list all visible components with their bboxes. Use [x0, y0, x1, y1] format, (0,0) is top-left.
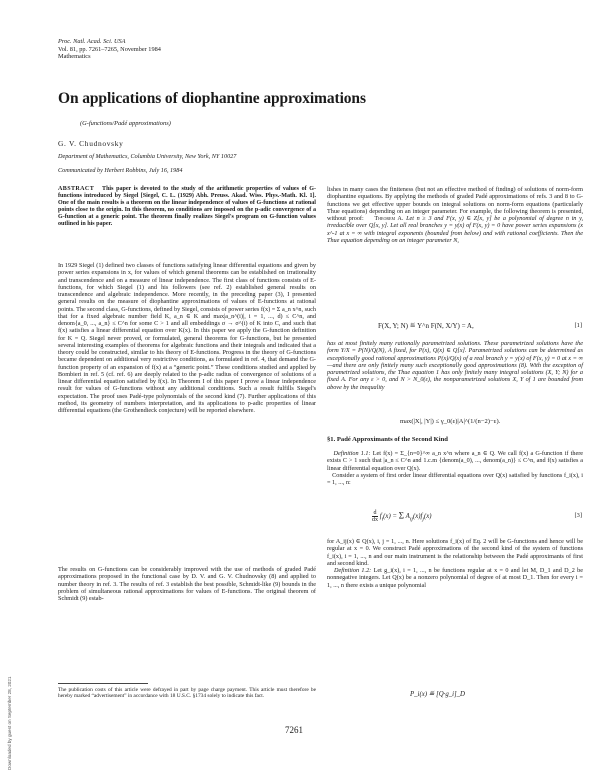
paper-title: On applications of diophantine approximations: [58, 90, 366, 107]
communicated-line: Communicated by Herbert Robbins, July 16, 1984: [58, 167, 183, 174]
abstract-text: This paper is devoted to the study of the arithmetic properties of values of G-functions introduced by Siegel [Siegel, C. L. (1929) Abh. Preuss. Akad. Wiss. Phys.-Math. Kl. 1]. One of the main results is a theorem on the linear independence of values of G-functions at rational points close to the origin. In this theorem, no conditions are imposed on the p-adic convergence of a G-function at a generic point. The theorem finally realizes Siegel's program on G-function values outlined in his paper.: [58, 186, 316, 228]
derivative-fraction: $\frac{d}{dx}$: [372, 510, 378, 524]
abstract-label: ABSTRACT: [58, 186, 95, 192]
author-name: G. V. Chudnovsky: [58, 139, 124, 148]
right-text-4: for A_ij(x) ∈ Q(x), i, j = 1, ..., n. Here solutions f_i(x) of Eq. 2 will be G-functions and hence will be regular at x = 0. We construct Padé approximations of the second kind of the system of functions f_i(x), i = 1, ..., n and our main instrument is the relationship between the Padé approximants of first and second kind.: [327, 538, 583, 567]
download-stamp: [4, 555, 12, 770]
page-number: 7261: [285, 725, 303, 735]
download-stamp-text: Downloaded by guest on September 28, 2021: [7, 676, 12, 770]
journal-header: [58, 38, 161, 61]
right-paragraph-1: [327, 186, 583, 244]
right-paragraph-2: has at most finitely many rationally parametrized solutions. These parametrized solutions have the form Y/X = P(N)/Q(N), A fixed, for P(x), Q(x) ∈ Q[x]. Parametrized solutions can be determined as exceptionally good rational approximations P(x)/Q(x) of a real branch y = y(x) of F(x, y) = 0 at x = ∞—and there are only finitely many such exceptionally good approximations (8). With the exception of parametrized solutions, the Thue equation 1 has only finitely many integral solutions (X, Y; N) for a fixed A. For any ε > 0, and N > N_0(ε), the nonparametrized solutions X, Y of 1 are bounded from above by the inequality: [327, 340, 583, 391]
paper-keywords: (G-functions/Padé approximations): [80, 120, 171, 127]
definition-1-text: Let f(x) = Σ_{n=0}^∞ a_n x^n where a_n ∈ Q. We call f(x) a G-function if there exists C > 1 such that |a_n ≤ C^n and 1.c.m {denom(a_0), ..., denom(a_n)} ≤ C^n, and f(x) satisfies a linear differential equation over Q(x).: [327, 450, 584, 472]
definition-2-label: Definition 1.2:: [334, 567, 372, 574]
equation-4: P_i(x) ≝ [Q·g_i]_D: [410, 691, 465, 698]
theorem-text: Let n ≥ 3 and F(x, y) ∈ Z[x, y] be a polynomial of degree n in y, irreducible over Q[x, y]. Let all real branches y = y(x) of F(x, y) = 0 have power series expansions (x x^-1 at x = ∞ with integral exponents (bounded from below) and with rational coefficients. Then the Thue equation depending on an integer parameter N,: [327, 215, 584, 244]
intro-paragraph: In 1929 Siegel (1) defined two classes of functions satisfying linear differential equations and given by power series expansions in x, for values of which general theorems can be established on irrationality and transcendence and on a measure of linear independence. The first class of functions consists of E-functions, for which Siegel (1) and his followers (see ref. 2) established general results on transcendence and algebraic independence. More recently, in the preceding paper (3), I presented general results on the measure of diophantine approximations of values of E-functions at rational points. The second class, G-functions, defined by Siegel, consists of power series f(x) = Σ a_n x^n, such that for a fixed algebraic number field K, a_n ∈ K and max|a_n^(i)|, i = 1, ..., d) ≤ C^n, and denom{a_0, ..., a_n} ≤ C^n for some C > 1 and all embeddings σ → σ^(i) of K into C, and such that f(x) satisfies a linear differential equation over K(x). In this paper we apply the G-function definition for K = Q. Siegel never proved, or formulated, general theorems for G-functions, but he presented several interesting examples of theorems for algebraic functions and their integrals and indicated that a theory could be constructed, similar to his theory of E-functions. Progress in the theory of G-functions became dependent on additional very restrictive conditions, as formulated in ref. 4, that demand the G-function property of an expansion of f(x) at a “generic point.” These conditions studied and applied by Bombieri in ref. 5 (cf. ref. 6) are deeply related to the p-adic radius of convergence of solutions of a linear differential equation satisfied by f(x). In Theorem I of this paper I prove a linear independence result for values of G-functions without any additional conditions. Such a result fulfills Siegel's expectation. The proof uses Padé-type polynomials of the second kind (7). Further applications of this method, its geometry of numbers interpretation, and its applications to p-adic properties of linear differential equations (the Grothendieck conjecture) will be reported elsewhere.: [58, 262, 316, 414]
right-paragraph-4: [327, 538, 583, 589]
equation-1: F(X, Y; N) ≝ Y^n F(N, X/Y) = A,: [378, 322, 474, 330]
footnote-rule: [58, 683, 148, 684]
footnote: The publication costs of this article were defrayed in part by page charge payment. This article must therefore be hereby marked “advertisement” in accordance with 18 U.S.C. §1734 solely to indicate this fact.: [58, 687, 316, 700]
equation-3-number: [3]: [574, 512, 582, 519]
definition-1-1: [327, 450, 583, 486]
right-text-1: lishes in many cases the finiteness (but not an effective method of finding) of solutions of norm-form diophantine equations. By applying the methods of graded Padé approximations of refs. 3 and 8 to G-functions we get effective upper bounds on integral solutions on norm-form equations (particularly Thue equations) depending on an integer parameter. For example, the following theorem is presented, without proof:: [327, 186, 583, 222]
definition-2-text: Let g_i(x), i = 1, ..., n be functions regular at x = 0 and let M, D_1 and D_2 be nonnegative integers. Let Q(x) be a nonzero polynomial of degree of at most D_1. Then for every i = 1, ..., n there exists a unique polynomial: [327, 567, 584, 589]
equation-3: $\frac{d}{dx}$ $f_i(x) = \Sigma$ $A_{ij}(x)f_j(x)$: [372, 510, 432, 524]
intro-paragraph-2: The results on G-functions can be considerably improved with the use of methods of graded Padé approximations proposed in the functional case by D. V. and G. V. Chudnovsky (8) and applied to number theory in ref. 3. The results of ref. 3 establish the best possible, Schmidt-like (9) bounds in the problem of simultaneous rational approximations for values of E-functions. The original theorem of Schmidt (9) estab-: [58, 566, 316, 602]
section-heading: §1. Padé Approximants of the Second Kind: [327, 436, 448, 443]
inequality: max(|X|, |Y|) ≤ γ_0(ε)|A|^(1/(n−2)−ε).: [400, 418, 501, 425]
theorem-label: Theorem A.: [374, 215, 404, 222]
author-affiliation: Department of Mathematics, Columbia University, New York, NY 10027: [58, 153, 237, 160]
journal-name: Proc. Natl. Acad. Sci. USA: [58, 38, 126, 45]
abstract: [58, 186, 316, 229]
journal-volume: Vol. 81, pp. 7261–7265, November 1984: [58, 45, 161, 53]
equation-1-number: [1]: [574, 322, 582, 329]
journal-section: Mathematics: [58, 53, 91, 61]
right-text-3: Consider a system of first order linear differential equations over Q(x) satisfied by functions f_i(x), i = 1, ..., n:: [327, 471, 584, 486]
definition-1-label: Definition 1.1:: [333, 450, 371, 457]
